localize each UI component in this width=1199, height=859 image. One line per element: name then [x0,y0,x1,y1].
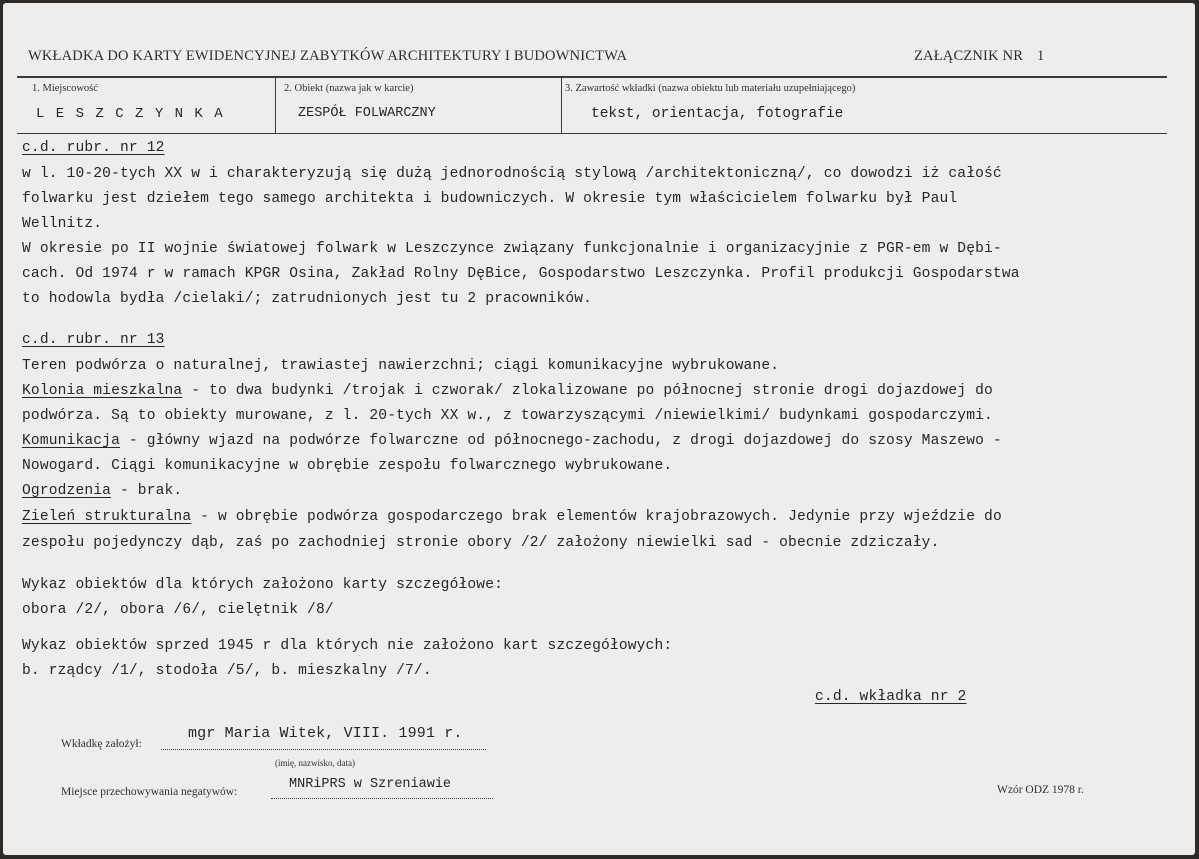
ogrodzenia-label: Ogrodzenia [22,483,112,499]
negatives-value: MNRiPRS w Szreniawie [289,777,452,792]
continued-note: c.d. wkładka nr 2 [815,689,967,705]
field-object-label: 2. Obiekt (nazwa jak w karcie) [284,83,414,94]
annex-label [914,48,1044,65]
form-code: Wzór ODZ 1978 r. [997,784,1084,796]
wykaz-pre1945-title: Wykaz obiektów sprzed 1945 r dla których nie założono kart szczegółowych: [22,638,673,654]
header-top-rule [17,76,1167,78]
section-13-line: Teren podwórza o naturalnej, trawiastej nawierzchni; ciągi komunikacyjne wybrukowane. [22,358,780,374]
negatives-dotted-line [271,798,493,799]
kolonia-continuation: podwórza. Są to obiekty murowane, z l. 20-tych XX w., z towarzyszącymi /niewielkimi/ budynkami gospodarczymi. [22,408,993,424]
field-divider-1 [275,78,276,133]
field-contents-label: 3. Zawartość wkładki (nazwa obiektu lub materiału uzupełniającego) [565,83,856,94]
section-12-line: Wellnitz. [22,216,103,232]
section-12-line: cach. Od 1974 r w ramach KPGR Osina, Zakład Rolny DęBice, Gospodarstwo Leszczynka. Profil produkcji Gospodarstwa [22,266,1020,282]
field-contents-value: tekst, orientacja, fotografie [591,106,844,122]
founder-dotted-line [161,749,486,750]
komunikacja-continuation: Nowogard. Ciągi komunikacyjne w obrębie zespołu folwarcznego wybrukowane. [22,458,673,474]
field-divider-2 [561,78,562,133]
card-title: WKŁADKA DO KARTY EWIDENCYJNEJ ZABYTKÓW ARCHITEKTURY I BUDOWNICTWA [28,48,628,64]
header-bottom-rule [17,133,1167,134]
zielen-text: - w obrębie podwórza gospodarczego brak elementów krajobrazowych. Jedynie przy wjeździe do [191,509,1002,525]
kolonia-paragraph [22,383,993,399]
section-12-line: w l. 10-20-tych XX w i charakteryzują się dużą jednorodnością stylową /architektoniczną/, co dowodzi iż całość [22,166,1002,182]
wykaz-detailed-items: obora /2/, obora /6/, cielętnik /8/ [22,602,334,618]
komunikacja-text: - główny wjazd na podwórze folwarczne od północnego-zachodu, z drogi dojazdowej do szosy Maszewo - [119,433,1002,449]
field-locality-label: 1. Miejscowość [32,83,98,94]
section-12-line: to hodowla bydła /cielaki/; zatrudnionych jest tu 2 pracowników. [22,291,593,307]
annex-number: 1 [1036,48,1045,64]
komunikacja-label: Komunikacja [22,433,120,449]
kolonia-label: Kolonia mieszkalna [22,383,183,399]
section-12-line: folwarku jest dziełem tego samego architekta i budowniczych. W okresie tym właścicielem folwarku był Paul [22,191,958,207]
founder-label: Wkładkę założył: [61,738,142,750]
zielen-continuation: zespołu pojedynczy dąb, zaś po zachodniej stronie obory /2/ założony niewielki sad - obecnie zdziczały. [22,535,940,551]
section-12-line: W okresie po II wojnie światowej folwark w Leszczynce związany funkcjonalnie i organizacyjnie z PGR-em w Dębi- [22,241,1002,257]
ogrodzenia-paragraph [22,483,182,499]
annex-label-text: ZAŁĄCZNIK NR [914,48,1024,64]
field-object-value: ZESPÓŁ FOLWARCZNY [298,106,436,121]
wykaz-detailed-title: Wykaz obiektów dla których założono karty szczegółowe: [22,577,504,593]
negatives-label: Miejsce przechowywania negatywów: [61,786,238,798]
record-card [3,3,1195,855]
ogrodzenia-text: - brak. [111,483,183,499]
field-locality-value: L E S Z C Z Y N K A [36,106,225,122]
komunikacja-paragraph [22,433,1002,449]
founder-value: mgr Maria Witek, VIII. 1991 r. [188,725,463,742]
founder-hint: (imię, nazwisko, data) [275,758,355,768]
section-12-heading: c.d. rubr. nr 12 [22,140,165,156]
section-13-heading: c.d. rubr. nr 13 [22,332,165,348]
wykaz-pre1945-items: b. rządcy /1/, stodoła /5/, b. mieszkalny /7/. [22,663,432,679]
zielen-paragraph [22,509,1002,525]
kolonia-text: - to dwa budynki /trojak i czworak/ zlokalizowane po północnej stronie drogi dojazdowej do [182,383,993,399]
zielen-label: Zieleń strukturalna [22,509,192,525]
